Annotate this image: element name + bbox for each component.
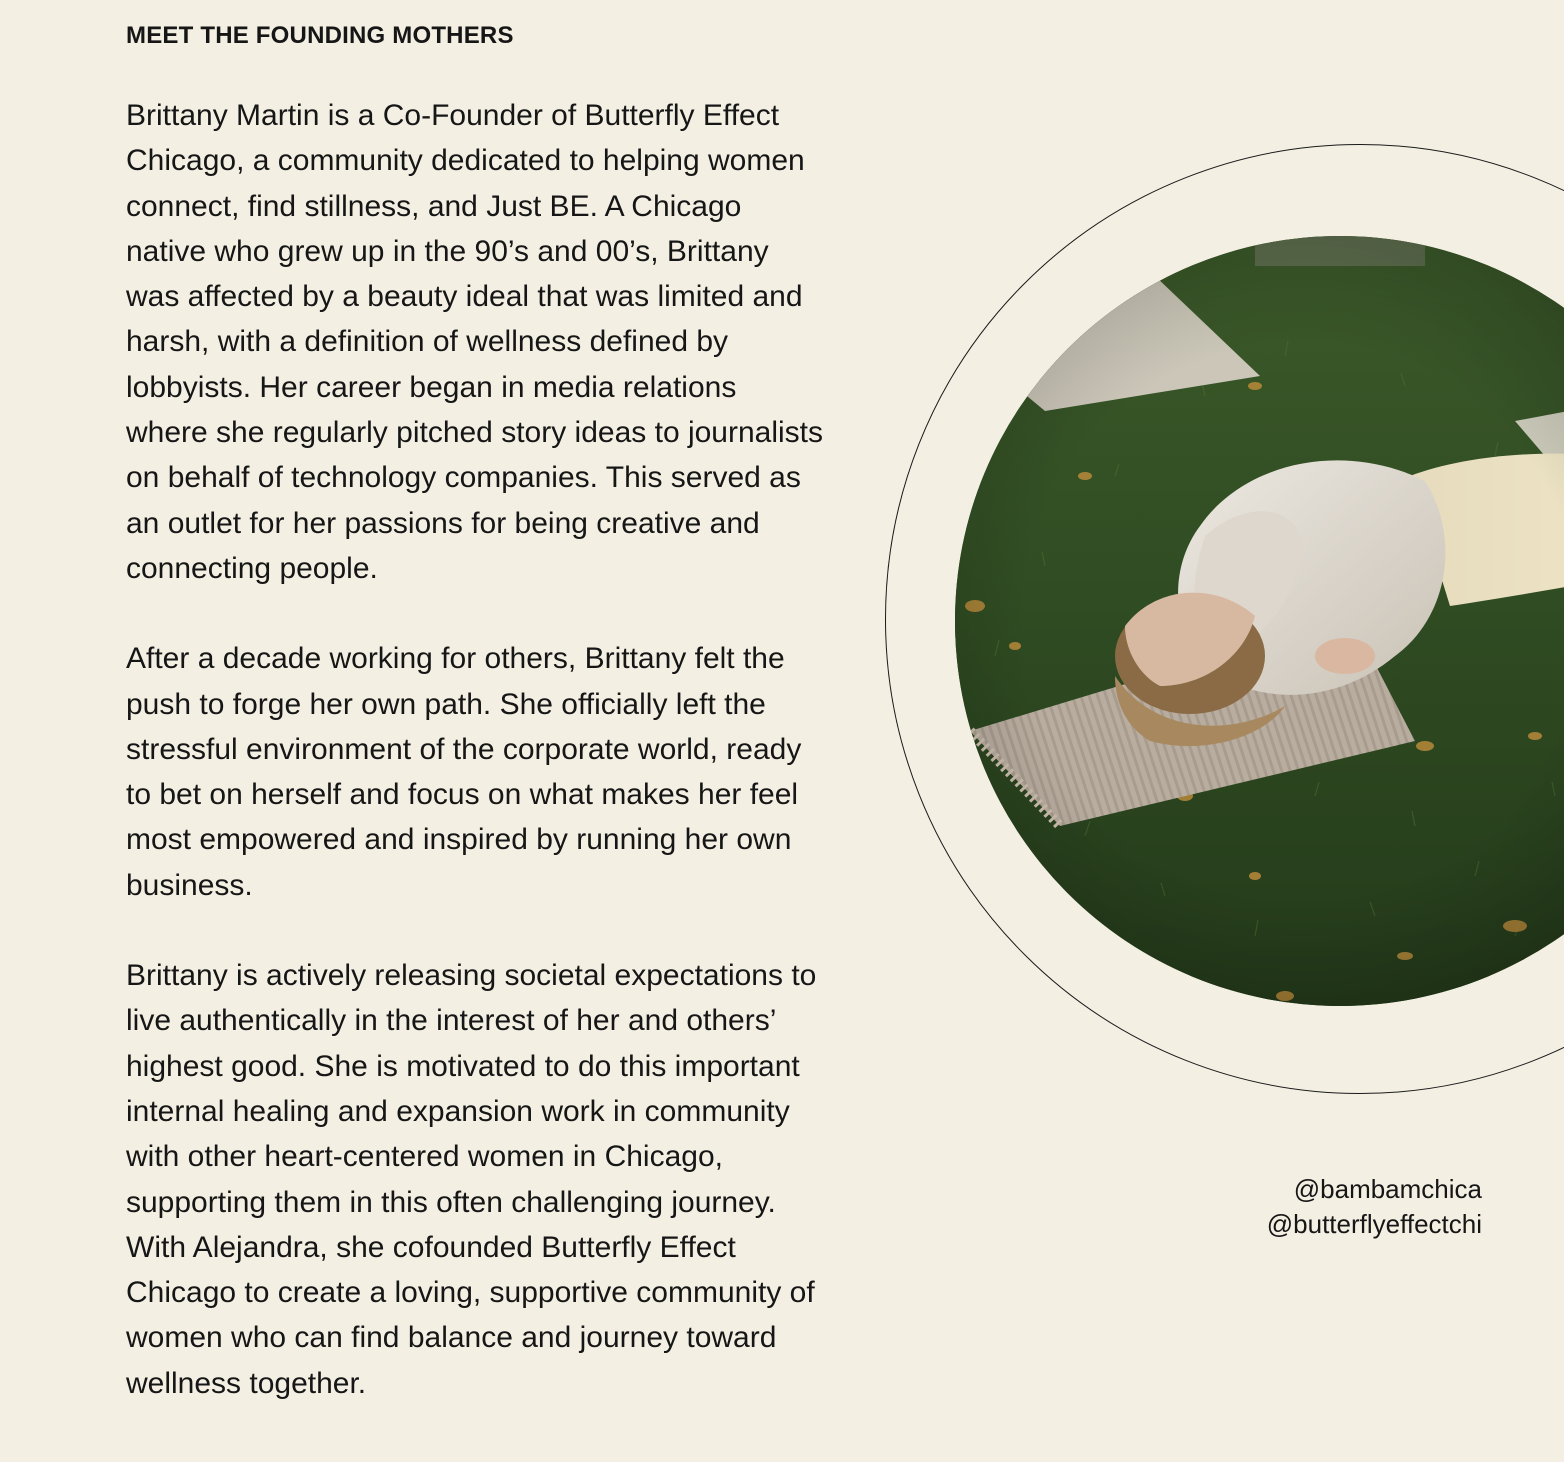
founder-bio bbox=[126, 93, 826, 1406]
bio-paragraph-3: Brittany is actively releasing societal expectations to live authentically in the interest of her and others’ highest good. She is motivated to do this important internal healing and expansion work in community with other heart-centered women in Chicago, supporting them in this often challenging journey. With Alejandra, she cofounded Butterfly Effect Chicago to create a loving, supportive community of women who can find balance and journey toward wellness together. bbox=[126, 959, 817, 1400]
section-heading: MEET THE FOUNDING MOTHERS bbox=[126, 22, 514, 49]
brand-handle-link[interactable]: @butterflyeffectchi bbox=[1266, 1209, 1482, 1239]
social-handles bbox=[1267, 1172, 1482, 1242]
bio-paragraph-2: After a decade working for others, Brittany felt the push to forge her own path. She officially left the stressful environment of the corporate world, ready to bet on herself and focus on what makes her feel most empowered and inspired by running her own business. bbox=[126, 642, 802, 902]
bio-paragraph-1: Brittany Martin is a Co-Founder of Butterfly Effect Chicago, a community dedicated to helping women connect, find stillness, and Just BE. A Chicago native who grew up in the 90’s and 00’s, Brittany was affected by a beauty ideal that was limited and harsh, with a definition of wellness defined by lobbyists. Her career began in media relations where she regularly pitched story ideas to journalists on behalf of technology companies. This served as an outlet for her passions for being creative and connecting people. bbox=[126, 99, 824, 585]
personal-handle-link[interactable]: @bambamchica bbox=[1293, 1174, 1482, 1204]
